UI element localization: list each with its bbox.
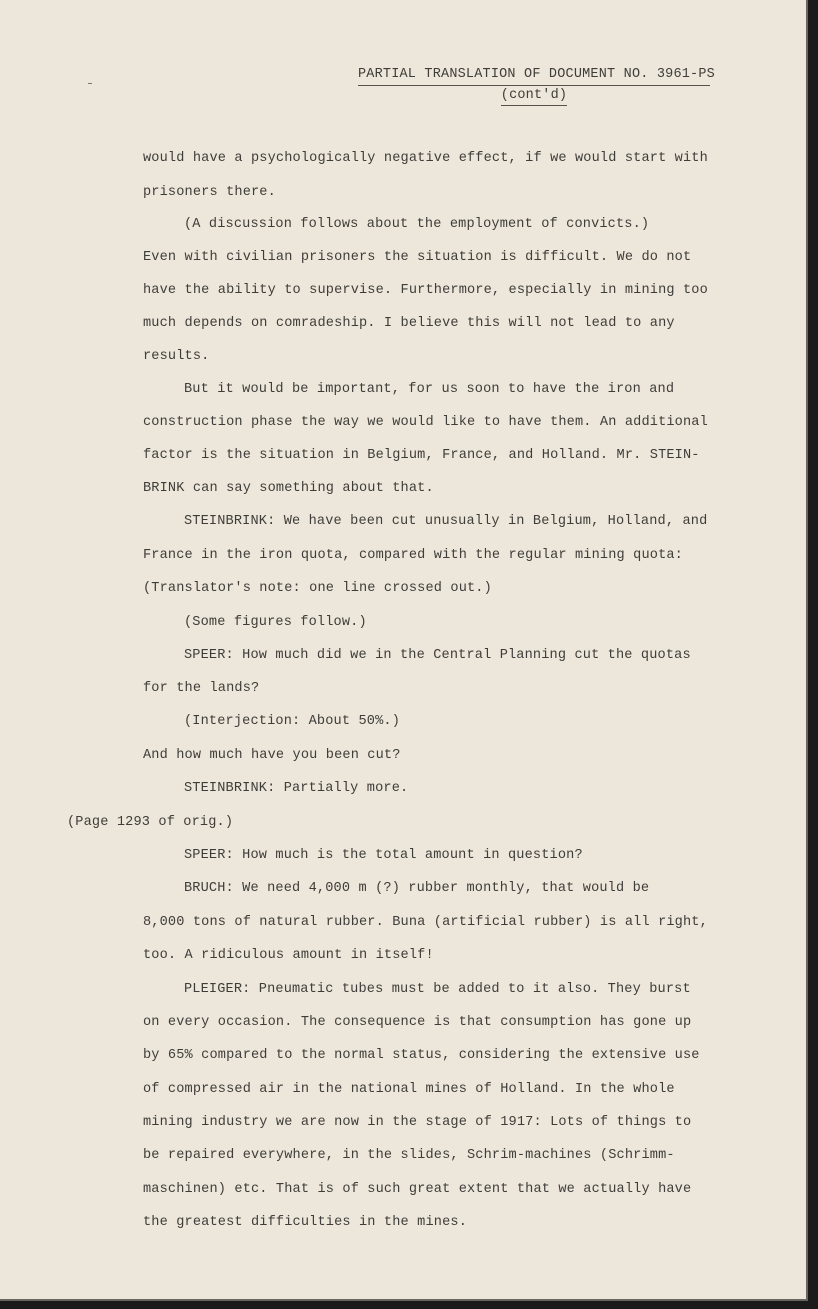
body-line: mining industry we are now in the stage of 1917: Lots of things to	[143, 1115, 692, 1130]
body-line: of compressed air in the national mines of Holland. In the whole	[143, 1082, 675, 1097]
body-line: 8,000 tons of natural rubber. Buna (artificial rubber) is all right,	[143, 915, 708, 930]
body-line: PLEIGER: Pneumatic tubes must be added to it also. They burst	[184, 982, 691, 997]
body-line: And how much have you been cut?	[143, 748, 401, 763]
body-line: SPEER: How much did we in the Central Planning cut the quotas	[184, 648, 691, 663]
header-title: PARTIAL TRANSLATION OF DOCUMENT NO. 3961-PS	[358, 66, 710, 86]
body-line: results.	[143, 349, 210, 364]
body-line: have the ability to supervise. Furthermore, especially in mining too	[143, 283, 708, 298]
body-line: on every occasion. The consequence is that consumption has gone up	[143, 1015, 692, 1030]
body-line: (Interjection: About 50%.)	[184, 714, 400, 729]
body-line: (Translator's note: one line crossed out.)	[143, 581, 492, 596]
body-line: SPEER: How much is the total amount in question?	[184, 848, 583, 863]
body-line: by 65% compared to the normal status, considering the extensive use	[143, 1048, 700, 1063]
body-line: would have a psychologically negative effect, if we would start with	[143, 151, 708, 166]
body-line: prisoners there.	[143, 185, 276, 200]
body-line: STEINBRINK: We have been cut unusually in Belgium, Holland, and	[184, 514, 708, 529]
body-line: BRINK can say something about that.	[143, 481, 434, 496]
body-line: STEINBRINK: Partially more.	[184, 781, 409, 796]
body-line: for the lands?	[143, 681, 260, 696]
stray-mark	[88, 83, 92, 84]
body-line: BRUCH: We need 4,000 m (?) rubber monthly, that would be	[184, 881, 650, 896]
body-line: maschinen) etc. That is of such great extent that we actually have	[143, 1182, 692, 1197]
body-line: France in the iron quota, compared with the regular mining quota:	[143, 548, 683, 563]
body-line: much depends on comradeship. I believe this will not lead to any	[143, 316, 675, 331]
header-continued: (cont'd)	[501, 87, 567, 106]
body-line: construction phase the way we would like to have them. An additional	[143, 415, 708, 430]
body-line: factor is the situation in Belgium, France, and Holland. Mr. STEIN-	[143, 448, 700, 463]
body-line: But it would be important, for us soon to have the iron and	[184, 382, 675, 397]
body-line: (A discussion follows about the employment of convicts.)	[184, 217, 650, 232]
document-header	[358, 66, 715, 106]
body-line: too. A ridiculous amount in itself!	[143, 948, 434, 963]
body-line: (Some figures follow.)	[184, 615, 367, 630]
body-line: Even with civilian prisoners the situation is difficult. We do not	[143, 250, 692, 265]
body-line: be repaired everywhere, in the slides, Schrim-machines (Schrimm-	[143, 1148, 675, 1163]
body-line: the greatest difficulties in the mines.	[143, 1215, 467, 1230]
page-reference: (Page 1293 of orig.)	[67, 815, 234, 830]
